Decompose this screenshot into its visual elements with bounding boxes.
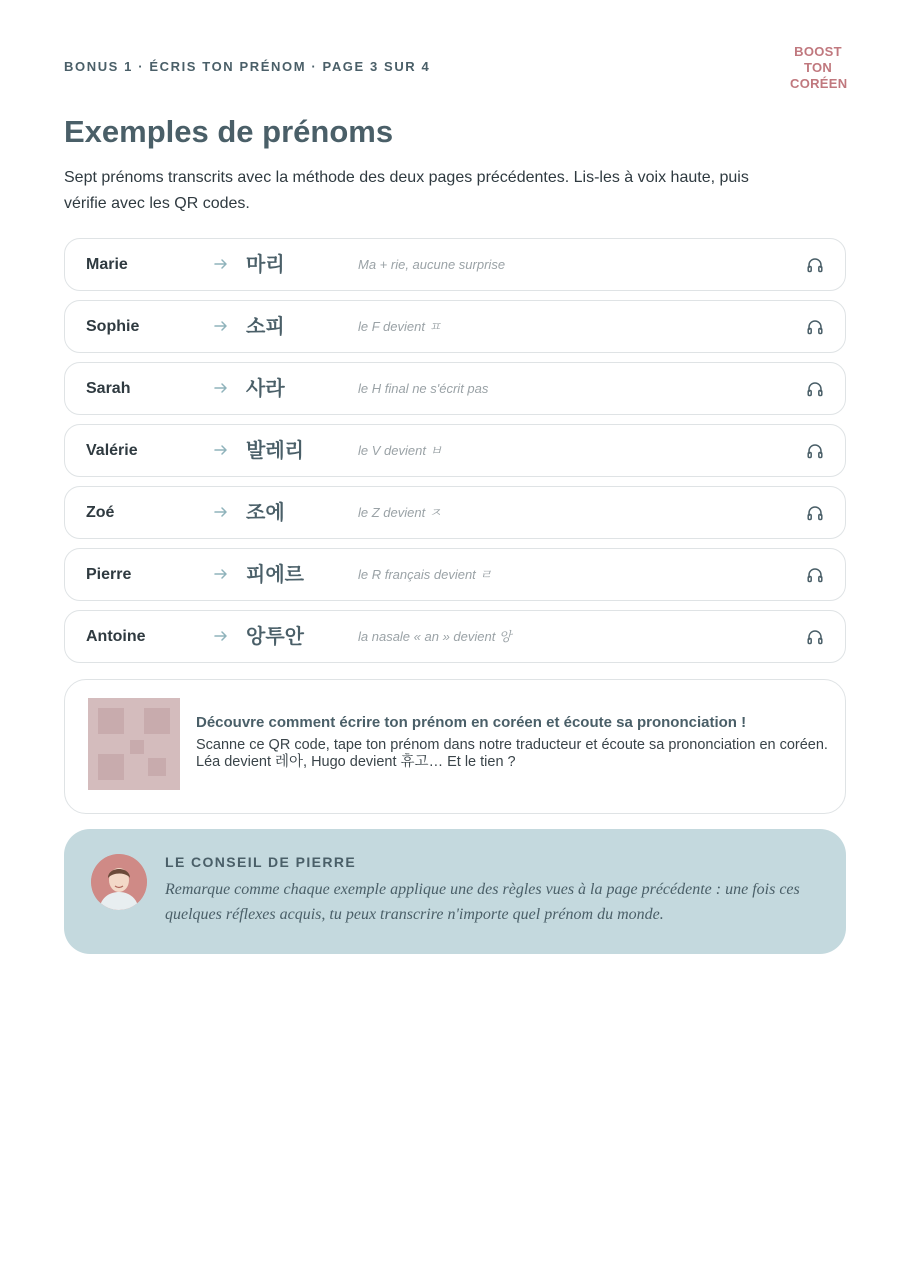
breadcrumb: BONUS 1 · ÉCRIS TON PRÉNOM · PAGE 3 SUR 4 bbox=[64, 59, 431, 74]
tip-box bbox=[64, 829, 846, 954]
korean-name: 발레리 bbox=[246, 438, 304, 462]
arrow-right-icon bbox=[213, 442, 229, 458]
transcription-note: le F devient ㅍ bbox=[358, 319, 442, 334]
name-row bbox=[64, 610, 846, 663]
french-name: Valérie bbox=[86, 442, 138, 459]
korean-name: 조에 bbox=[246, 500, 285, 524]
qr-card-text: Scanne ce QR code, tape ton prénom dans notre traducteur et écoute sa prononciation en coréen. Léa devient 레아, Hugo devient 휴고… Et le tien ? bbox=[196, 737, 828, 770]
arrow-right-icon bbox=[213, 380, 229, 396]
arrow-right-icon bbox=[213, 504, 229, 520]
headphones-icon[interactable] bbox=[806, 628, 824, 646]
name-row bbox=[64, 424, 846, 477]
arrow-right-icon bbox=[213, 628, 229, 644]
tip-title: LE CONSEIL DE PIERRE bbox=[165, 854, 357, 870]
page-header bbox=[64, 0, 846, 100]
logo-line-1: BOOST bbox=[794, 44, 842, 59]
french-name: Sarah bbox=[86, 380, 131, 397]
transcription-note: le V devient ㅂ bbox=[358, 443, 443, 458]
brand-logo bbox=[790, 44, 846, 92]
french-name: Antoine bbox=[86, 628, 146, 645]
arrow-right-icon bbox=[213, 256, 229, 272]
headphones-icon[interactable] bbox=[806, 566, 824, 584]
qr-card bbox=[64, 679, 846, 814]
page-title: Exemples de prénoms bbox=[64, 114, 394, 149]
qr-code[interactable] bbox=[88, 698, 180, 790]
korean-name: 마리 bbox=[246, 252, 285, 276]
logo-line-2: TON bbox=[803, 60, 833, 75]
transcription-note: le R français devient ㄹ bbox=[358, 567, 492, 582]
name-row bbox=[64, 238, 846, 291]
logo-line-3: CORÉEN bbox=[790, 76, 848, 91]
korean-name: 피에르 bbox=[246, 562, 304, 586]
transcription-note: le Z devient ㅈ bbox=[358, 505, 442, 520]
name-row bbox=[64, 362, 846, 415]
headphones-icon[interactable] bbox=[806, 442, 824, 460]
transcription-note: la nasale « an » devient 앙 bbox=[358, 629, 512, 644]
headphones-icon[interactable] bbox=[806, 318, 824, 336]
name-row bbox=[64, 300, 846, 353]
qr-card-title: Découvre comment écrire ton prénom en coréen et écoute sa prononciation ! bbox=[196, 714, 747, 731]
arrow-right-icon bbox=[213, 318, 229, 334]
french-name: Marie bbox=[86, 256, 128, 273]
french-name: Zoé bbox=[86, 504, 115, 521]
names-list bbox=[64, 238, 846, 672]
headphones-icon[interactable] bbox=[806, 380, 824, 398]
name-row bbox=[64, 548, 846, 601]
intro-paragraph: Sept prénoms transcrits avec la méthode des deux pages précédentes. Lis-les à voix haute, puis vérifie avec les QR codes. bbox=[64, 169, 749, 212]
name-row bbox=[64, 486, 846, 539]
headphones-icon[interactable] bbox=[806, 504, 824, 522]
transcription-note: Ma + rie, aucune surprise bbox=[358, 257, 506, 272]
arrow-right-icon bbox=[213, 566, 229, 582]
headphones-icon[interactable] bbox=[806, 256, 824, 274]
korean-name: 앙투안 bbox=[246, 624, 304, 648]
korean-name: 사라 bbox=[246, 376, 285, 400]
transcription-note: le H final ne s'écrit pas bbox=[358, 381, 489, 396]
avatar bbox=[91, 854, 147, 910]
korean-name: 소피 bbox=[246, 314, 285, 338]
french-name: Sophie bbox=[86, 318, 140, 335]
tip-text: Remarque comme chaque exemple applique une des règles vues à la page précédente : une fois ces quelques réflexes acquis, tu peux transcrire n'importe quel prénom du monde. bbox=[165, 881, 800, 923]
french-name: Pierre bbox=[86, 566, 132, 583]
